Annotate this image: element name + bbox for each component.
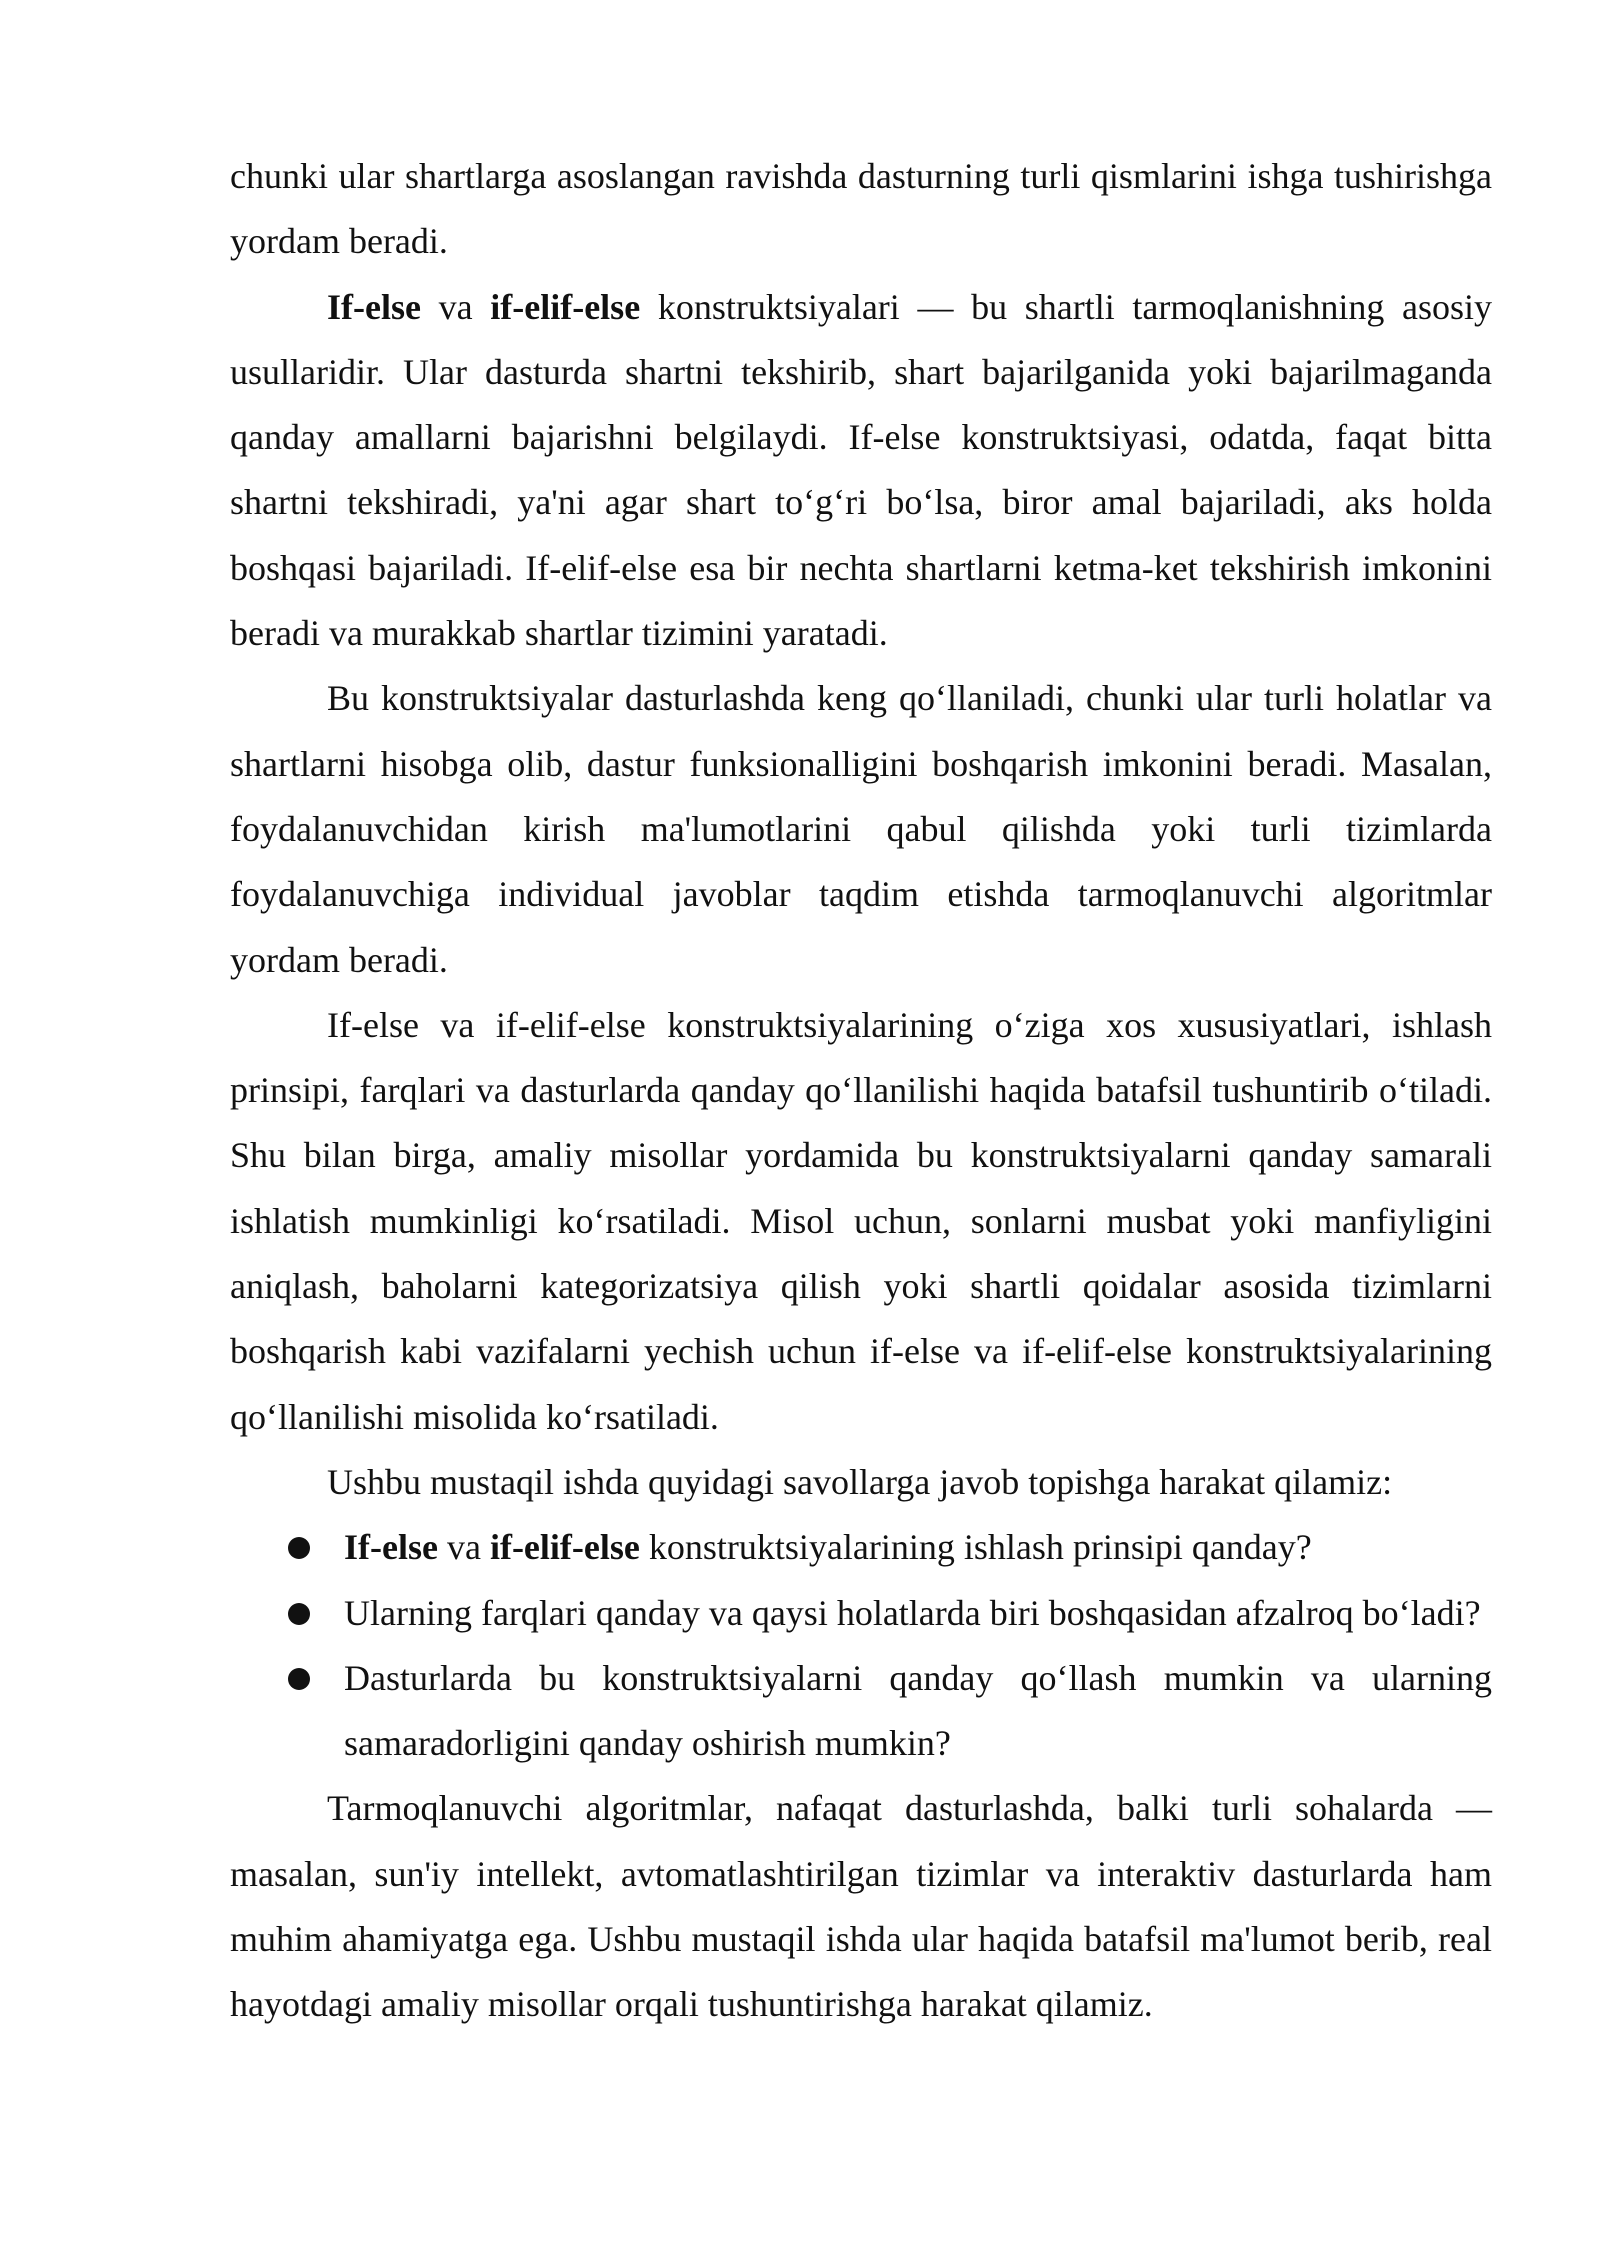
bold-term-if-elif-else: if-elif-else (490, 286, 641, 327)
paragraph-continuation: chunki ular shartlarga asoslangan ravishda dasturning turli qismlarini ishga tushirishga yordam beradi. (230, 156, 1492, 262)
paragraph-features: If-else va if-elif-else konstruktsiyalarining o‘ziga xos xususiyatlari, ishlash prinsipi, farqlari va dasturlarda qanday qo‘llanilishi haqida batafsil tushuntirib o‘tiladi. Shu bilan birga, amaliy misollar yordamida bu konstruktsiyalarni qanday samarali ishlatish mumkinligi ko‘rsatiladi. Misol uchun, sonlarni musbat yoki manfiyligini aniqlash, baholarni kategorizatsiya qilish yoki shartli qoidalar asosida tizimlarni boshqarish kabi vazifalarni yechish uchun if-else va if-elif-else konstruktsiyalarining qo‘llanilishi misolida ko‘rsatiladi. (230, 1004, 1492, 1437)
paragraph-usage: Bu konstruktsiyalar dasturlashda keng qo‘llaniladi, chunki ular turli holatlar va shartlarni hisobga olib, dastur funksionalligini boshqarish imkonini beradi. Masalan, foydalanuvchidan kirish ma'lumotlarini qabul qilishda yoki turli tizimlarda foydalanuvchiga individual javoblar taqdim etishda tarmoqlanuvchi algoritmlar yordam beradi. (230, 678, 1492, 980)
list-item (230, 1646, 1492, 1777)
paragraph-text: konstruktsiyalari — bu shartli tarmoqlanishning asosiy usullaridir. Ular dasturda shartni tekshirib, shart bajarilganida yoki bajarilmaganda qanday amallarni bajarishni belgilaydi. If-else konstruktsiyasi, odatda, faqat bitta shartni tekshiradi, ya'ni agar shart to‘g‘ri bo‘lsa, biror amal bajariladi, aks holda boshqasi bajariladi. If-elif-else esa bir nechta shartlarni ketma-ket tekshirish imkonini beradi va murakkab shartlar tizimini yaratadi. (230, 286, 1492, 654)
list-item-text: konstruktsiyalarining ishlash prinsipi qanday? (639, 1527, 1312, 1568)
bold-term-if-else: If-else (327, 286, 421, 327)
text-connector: va (420, 286, 491, 327)
bullet-icon (288, 1537, 310, 1559)
text-connector: va (437, 1527, 490, 1568)
bullet-icon (288, 1668, 310, 1690)
bold-term-if-elif-else: if-elif-else (489, 1527, 640, 1568)
questions-list (230, 1515, 1492, 1776)
list-item-text: Ularning farqlari qanday va qaysi holatlarda biri boshqasidan afzalroq bo‘ladi? (344, 1592, 1481, 1633)
paragraph-conclusion: Tarmoqlanuvchi algoritmlar, nafaqat dasturlashda, balki turli sohalarda — masalan, sun'iy intellekt, avtomatlashtirilgan tizimlar va interaktiv dasturlarda ham muhim ahamiyatga ega. Ushbu mustaqil ishda ular haqida batafsil ma'lumot berib, real hayotdagi amaliy misollar orqali tushuntirishga harakat qilamiz. (230, 1788, 1492, 2025)
list-item (230, 1581, 1492, 1646)
paragraph-questions-intro: Ushbu mustaqil ishda quyidagi savollarga javob topishga harakat qilamiz: (327, 1461, 1393, 1502)
bullet-icon (288, 1603, 310, 1625)
paragraph-if-else-intro (230, 275, 1492, 667)
list-item (230, 1515, 1492, 1580)
document-body (230, 144, 1492, 2038)
bold-term-if-else: If-else (344, 1527, 438, 1568)
list-item-text: Dasturlarda bu konstruktsiyalarni qanday qo‘llash mumkin va ularning samaradorligini qanday oshirish mumkin? (344, 1657, 1492, 1764)
